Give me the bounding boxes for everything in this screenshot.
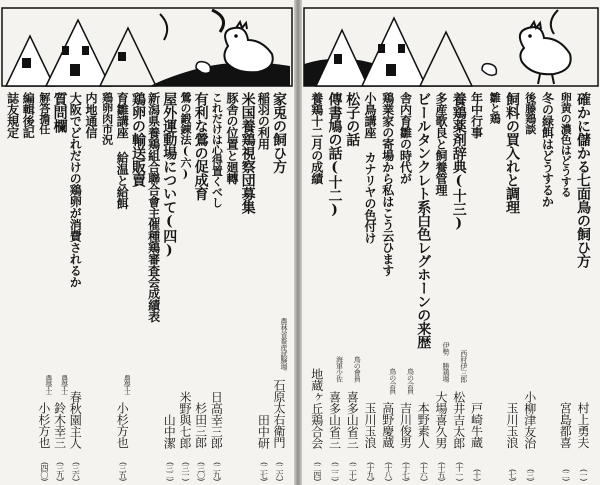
article-title: 年中行事 <box>469 92 484 138</box>
page-number: (二九) <box>212 461 222 480</box>
article-title: 卵黄の濃色はどうする <box>559 92 573 197</box>
toc-entry <box>163 92 179 480</box>
author-name: 喜多山省三 <box>345 390 360 448</box>
article-title: 米国養鶏視察団募集 <box>239 92 256 214</box>
page-number: (四〇) <box>39 461 49 480</box>
header-illustration <box>0 6 294 88</box>
toc-entry <box>344 92 362 480</box>
author-name: 宮島都喜 <box>558 402 573 448</box>
author-affiliation: 鳥の会員 <box>406 368 415 394</box>
toc-entry <box>53 92 69 480</box>
author-name: 杉田三郎 <box>193 402 208 448</box>
page-number: (十五) <box>437 461 446 480</box>
book-gutter <box>294 0 302 485</box>
toc-entry <box>194 92 210 480</box>
author-name: 小柳津友治 <box>522 390 537 448</box>
page-number: (三五) <box>118 461 128 480</box>
author-name: 地蔵ヶ丘鶏合会 <box>309 367 324 448</box>
right-page <box>302 0 600 485</box>
author-affiliation: 農學士 <box>44 374 53 394</box>
page-number: (一) <box>579 468 588 480</box>
article-title: 鶏卵の輸送販賣 <box>129 92 146 187</box>
author-name: 鈴木幸三 <box>52 402 67 448</box>
article-title: 小鳥講座 カナリヤの色付け <box>363 92 377 244</box>
article-title: これだけは心得置くべし <box>210 92 224 208</box>
author-affiliation: 海軍少佐 <box>335 356 344 382</box>
article-title: ビールタンクレト系白色レグホーンの来歴 <box>415 92 432 349</box>
article-title: 編輯後記 <box>21 92 36 138</box>
toc-entry <box>450 92 468 480</box>
toc-entry <box>100 92 116 480</box>
page-number: (三二) <box>165 461 175 480</box>
article-title: 舎内育雛の時代が <box>398 92 413 184</box>
toc-entry <box>468 92 486 480</box>
author-name: 高野慶蔵 <box>380 402 395 448</box>
toc-entry <box>225 92 241 480</box>
page-number: (三) <box>525 468 535 480</box>
author-name: 村上勇夫 <box>576 402 590 448</box>
article-title: 鶯の鍛錬法(六) <box>178 92 192 180</box>
toc-entry <box>116 92 132 480</box>
page-number: (二) <box>561 468 571 480</box>
author-affiliation: 伊勢 勝鶏場 <box>442 342 450 382</box>
toc-entry <box>84 92 100 480</box>
author-affiliation: 鳥の會員 <box>353 356 362 382</box>
article-title: 鶏卵肉市況 <box>100 92 114 145</box>
page-number: (二六) <box>275 461 284 480</box>
table-of-contents-right <box>308 92 592 480</box>
article-title: 内地通信 <box>83 92 98 138</box>
article-title: 飼料の買入れと調理 <box>504 92 520 214</box>
article-title: 稲羽の利用 <box>256 92 271 150</box>
toc-entry <box>257 92 273 480</box>
article-title: 豚舎の位置と廻轉 <box>224 92 239 184</box>
author-name: 戸崎牛蔵 <box>469 402 484 448</box>
page-number: (十六) <box>419 461 429 480</box>
page-number: (十七) <box>401 461 411 480</box>
author-name: 小杉方也 <box>115 402 130 448</box>
article-title: 松子の話 <box>344 92 361 146</box>
page-number: (三六) <box>71 461 81 480</box>
toc-entry <box>503 92 521 480</box>
page-number: (二四) <box>312 461 322 480</box>
toc-entry <box>432 92 450 480</box>
page-number: (十) <box>472 468 482 480</box>
article-title: 大阪でどれだけの鶏卵が消費されるか <box>68 92 83 288</box>
author-name: 米野與七郎 <box>177 390 192 448</box>
article-title: 屋外運動場について(四) <box>161 92 178 258</box>
page-number: (七) <box>508 468 517 480</box>
author-affiliation: 農學士 <box>60 374 69 394</box>
author-name: 石原太右衛門 <box>272 379 286 448</box>
author-affiliation: 農林省畜産試験場 <box>280 318 288 370</box>
toc-entry <box>574 92 592 480</box>
page-number: (三一) <box>180 461 190 480</box>
author-name: 喜多山省三 <box>327 390 342 448</box>
page-number: (三〇) <box>196 461 206 480</box>
author-name: 山中潔 <box>162 413 177 448</box>
author-affiliation: 農學士 <box>123 374 132 394</box>
article-title: 養鶏薬剤辞典(十三) <box>450 92 467 231</box>
article-title: 雛と鶏 <box>488 92 502 124</box>
toc-entry <box>486 92 504 480</box>
article-title: 多産歌良と飼養管理 <box>434 92 448 196</box>
page-number: (二十) <box>348 461 358 480</box>
toc-entry <box>241 92 257 480</box>
toc-entry <box>272 92 288 480</box>
author-name: 松井吉太郎 <box>451 390 466 448</box>
page-number: (十八) <box>383 461 393 480</box>
article-title: 解答擔任 <box>37 92 51 134</box>
article-title: 養鶏十二月の成績 <box>309 92 324 184</box>
author-affiliation: 西村伊三郎 <box>459 349 468 382</box>
toc-entry <box>22 92 38 480</box>
article-title: 冬の緑餌はどうするか <box>540 92 555 207</box>
author-affiliation: 鳥の会員 <box>388 368 397 394</box>
author-name: 玉川玉浪 <box>363 402 377 448</box>
toc-entry <box>557 92 575 480</box>
toc-entry <box>521 92 539 480</box>
article-title: 質問欄 <box>51 92 68 133</box>
toc-entry <box>147 92 163 480</box>
article-title: 有利な鶯の促成育 <box>192 92 209 200</box>
article-title: 育雛講座 給温と給餌 <box>115 92 130 209</box>
article-title: 家兎の飼ひ方 <box>271 92 287 173</box>
page-number: (十一) <box>454 461 464 480</box>
page-number: (二二) <box>330 461 340 480</box>
toc-entry <box>415 92 433 480</box>
article-title: 鶏業家の寄場から私はこう云ひます <box>380 92 395 276</box>
toc-entry <box>178 92 194 480</box>
toc-entry <box>308 92 326 480</box>
article-title: 後藤鶏談 <box>523 92 537 134</box>
toc-entry <box>6 92 22 480</box>
toc-entry <box>379 92 397 480</box>
left-page <box>0 0 294 485</box>
toc-entry <box>326 92 344 480</box>
page-number: (二七) <box>259 461 269 480</box>
author-name: 大場喜久男 <box>434 390 448 448</box>
toc-entry <box>210 92 226 480</box>
article-title: 確かに儲かる七面鳥の飼ひ方 <box>575 92 591 268</box>
author-name: 春秋園主人 <box>68 390 83 448</box>
author-name: 小杉方也 <box>36 402 51 448</box>
author-name: 田中研 <box>256 413 271 448</box>
toc-entry <box>131 92 147 480</box>
toc-entry <box>361 92 379 480</box>
toc-entry <box>397 92 415 480</box>
author-name: 日高幸三郎 <box>209 390 224 448</box>
author-name: 本野素人 <box>416 402 431 448</box>
article-title: 傳書鳩の話(十二) <box>326 92 343 218</box>
article-title: 誌友規定 <box>5 92 20 138</box>
article-title: 新潟県養鶏組合聯合會主催種鶏審査会成績表 <box>146 92 161 322</box>
page-number: (三九) <box>55 461 65 480</box>
page-number: (十九) <box>366 461 375 480</box>
table-of-contents-left <box>6 92 288 480</box>
author-name: 吉川俊男 <box>398 402 413 448</box>
toc-entry <box>539 92 557 480</box>
author-name: 玉川玉浪 <box>505 402 519 448</box>
toc-entry <box>69 92 85 480</box>
toc-entry <box>37 92 53 480</box>
header-illustration <box>302 6 600 88</box>
